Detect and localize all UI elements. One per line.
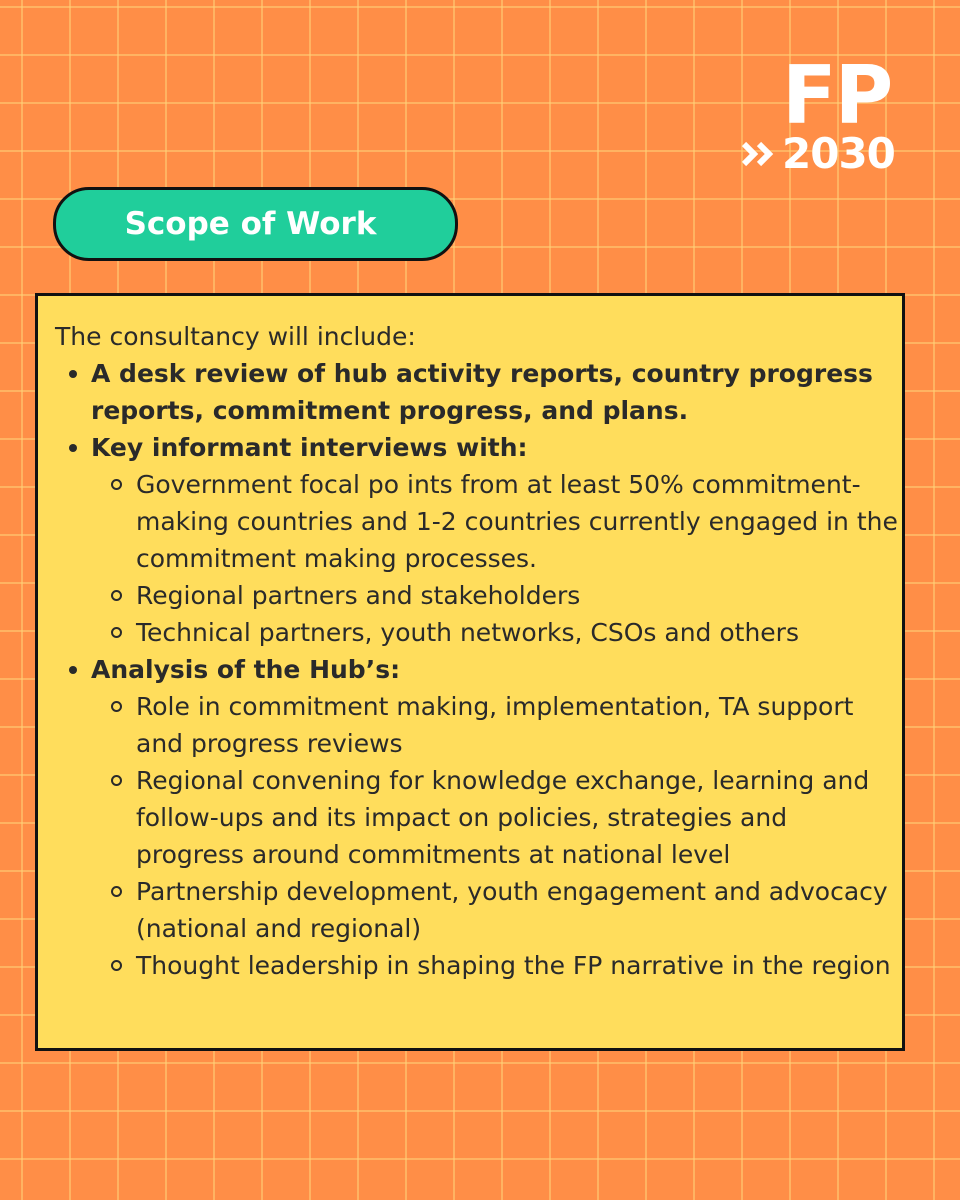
- scope-subitem-text: Regional convening for knowledge exchange, learning and follow-ups and its impact on policies, strategies and progress around commitments at national level: [136, 766, 870, 869]
- scope-item-text: Analysis of the Hub’s:: [91, 655, 401, 684]
- scope-content: [55, 318, 898, 984]
- scope-subitem: [91, 577, 898, 614]
- section-title-badge: [53, 187, 458, 261]
- bullet-icon: [69, 444, 77, 452]
- scope-item-text: Key informant interviews with:: [91, 433, 528, 462]
- fp2030-logo: [740, 49, 915, 180]
- logo-year-text: 2030: [782, 129, 895, 178]
- scope-subitem: [91, 466, 898, 577]
- hollow-bullet-icon: [111, 886, 122, 897]
- scope-subitem-list: [91, 688, 898, 984]
- scope-subitem: [91, 947, 898, 984]
- scope-item: [55, 651, 898, 984]
- double-chevron-right-icon: [740, 136, 782, 172]
- scope-subitem: [91, 762, 898, 873]
- scope-subitem-text: Partnership development, youth engagement and advocacy (national and regional): [136, 877, 888, 943]
- scope-subitem-list: [91, 466, 898, 651]
- hollow-bullet-icon: [111, 479, 122, 490]
- logo-bottom-row: [740, 129, 895, 178]
- hollow-bullet-icon: [111, 775, 122, 786]
- logo-fp-text: FP: [782, 49, 892, 142]
- scope-subitem: [91, 873, 898, 947]
- hollow-bullet-icon: [111, 701, 122, 712]
- hollow-bullet-icon: [111, 627, 122, 638]
- scope-item: [55, 429, 898, 651]
- scope-list: [55, 355, 898, 984]
- hollow-bullet-icon: [111, 960, 122, 971]
- bullet-icon: [69, 666, 77, 674]
- intro-text: The consultancy will include:: [55, 322, 416, 351]
- hollow-bullet-icon: [111, 590, 122, 601]
- scope-subitem-text: Government focal po ints from at least 50% commitment-making countries and 1-2 countries currently engaged in the commitment making processes.: [136, 470, 898, 573]
- scope-subitem-text: Role in commitment making, implementation, TA support and progress reviews: [136, 692, 854, 758]
- scope-item: [55, 355, 898, 429]
- scope-subitem: [91, 614, 898, 651]
- scope-subitem: [91, 688, 898, 762]
- scope-subitem-text: Thought leadership in shaping the FP narrative in the region: [136, 951, 891, 980]
- section-title: Scope of Work: [124, 206, 377, 242]
- bullet-icon: [69, 370, 77, 378]
- scope-subitem-text: Technical partners, youth networks, CSOs and others: [136, 618, 799, 647]
- scope-subitem-text: Regional partners and stakeholders: [136, 581, 581, 610]
- scope-panel: [35, 293, 905, 1051]
- scope-item-text: A desk review of hub activity reports, country progress reports, commitment progress, and plans.: [91, 359, 873, 425]
